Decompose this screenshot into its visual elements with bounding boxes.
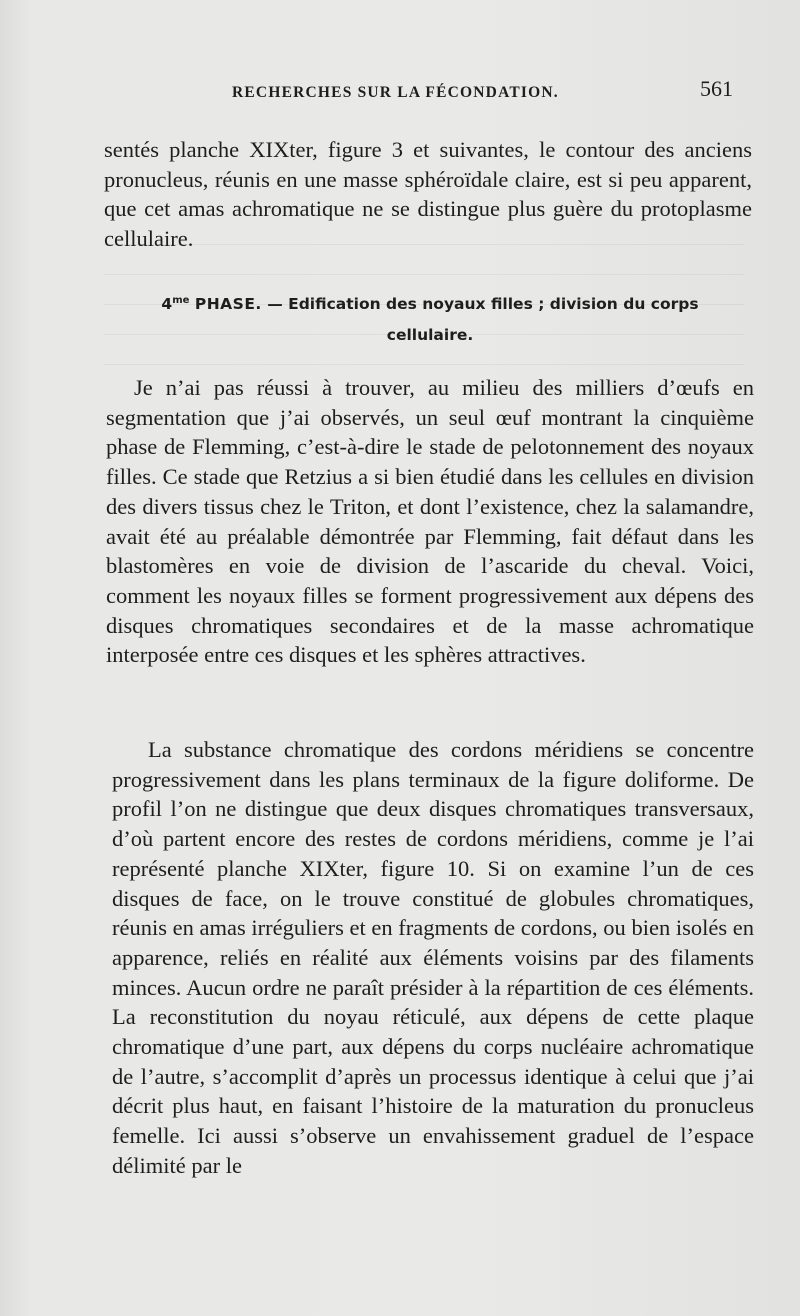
running-title: RECHERCHES SUR LA FÉCONDATION. (232, 84, 559, 101)
paragraph: Je n’ai pas réussi à trouver, au milieu des milliers d’œufs en segmentation que j’ai observés, un seul œuf montrant la cinquième phase de Flemming, c’est-à-dire le stade de pelotonnement des noyaux filles. Ce stade que Retzius a si bien étudié dans les cellules en division des divers tissus chez le Triton, et dont l’existence, chez la salamandre, avait été au préalable démontrée par Flemming, fait défaut dans les blastomères en voie de division de l’ascaride du cheval. Voici, comment les noyaux filles se forment progressivement aux dépens des disques chromatiques secondaires et de la masse achromatique interposée entre ces disques et les sphères attractives. (106, 375, 754, 668)
phase-number: 4 (161, 295, 173, 314)
page-number: 561 (700, 76, 733, 101)
paragraph: La substance chromatique des cordons méridiens se concentre progressivement dans les plans terminaux de la figure doliforme. De profil l’on ne distingue que deux disques chromatiques transversaux, d’où partent encore des restes de cordons méridiens, comme je l’ai représenté planche XIXter, figure 10. Si on examine l’un de ces disques de face, on le trouve constitué de globules chromatiques, réunis en amas irréguliers et en fragments de cordons, ou bien isolés en apparence, reliés en réalité aux éléments voisins par des filaments minces. Aucun ordre ne paraît présider à la répartition de ces éléments. La reconstitution du noyau réticulé, aux dépens de cette plaque chromatique d’une part, aux dépens du corps nucléaire achromatique de l’autre, s’accomplit d’après un processus identique à celui que j’ai décrit plus haut, en faisant l’histoire de la maturation du pronucleus femelle. Ici aussi s’observe un envahissement graduel de l’espace délimité par le (112, 737, 754, 1178)
heading-title: — Edification des noyaux filles ; division du corps cellulaire. (267, 295, 699, 345)
paragraph-continuation: sentés planche XIXter, figure 3 et suivantes, le contour des anciens pronucleus, réunis en une masse sphéroïdale claire, est si peu apparent, que cet amas achromatique ne se distingue plus guère du protoplasme cellulaire. (104, 137, 752, 252)
phase-suffix: me (172, 295, 190, 306)
phase-label: PHASE. (194, 295, 262, 314)
section-heading (130, 285, 730, 351)
